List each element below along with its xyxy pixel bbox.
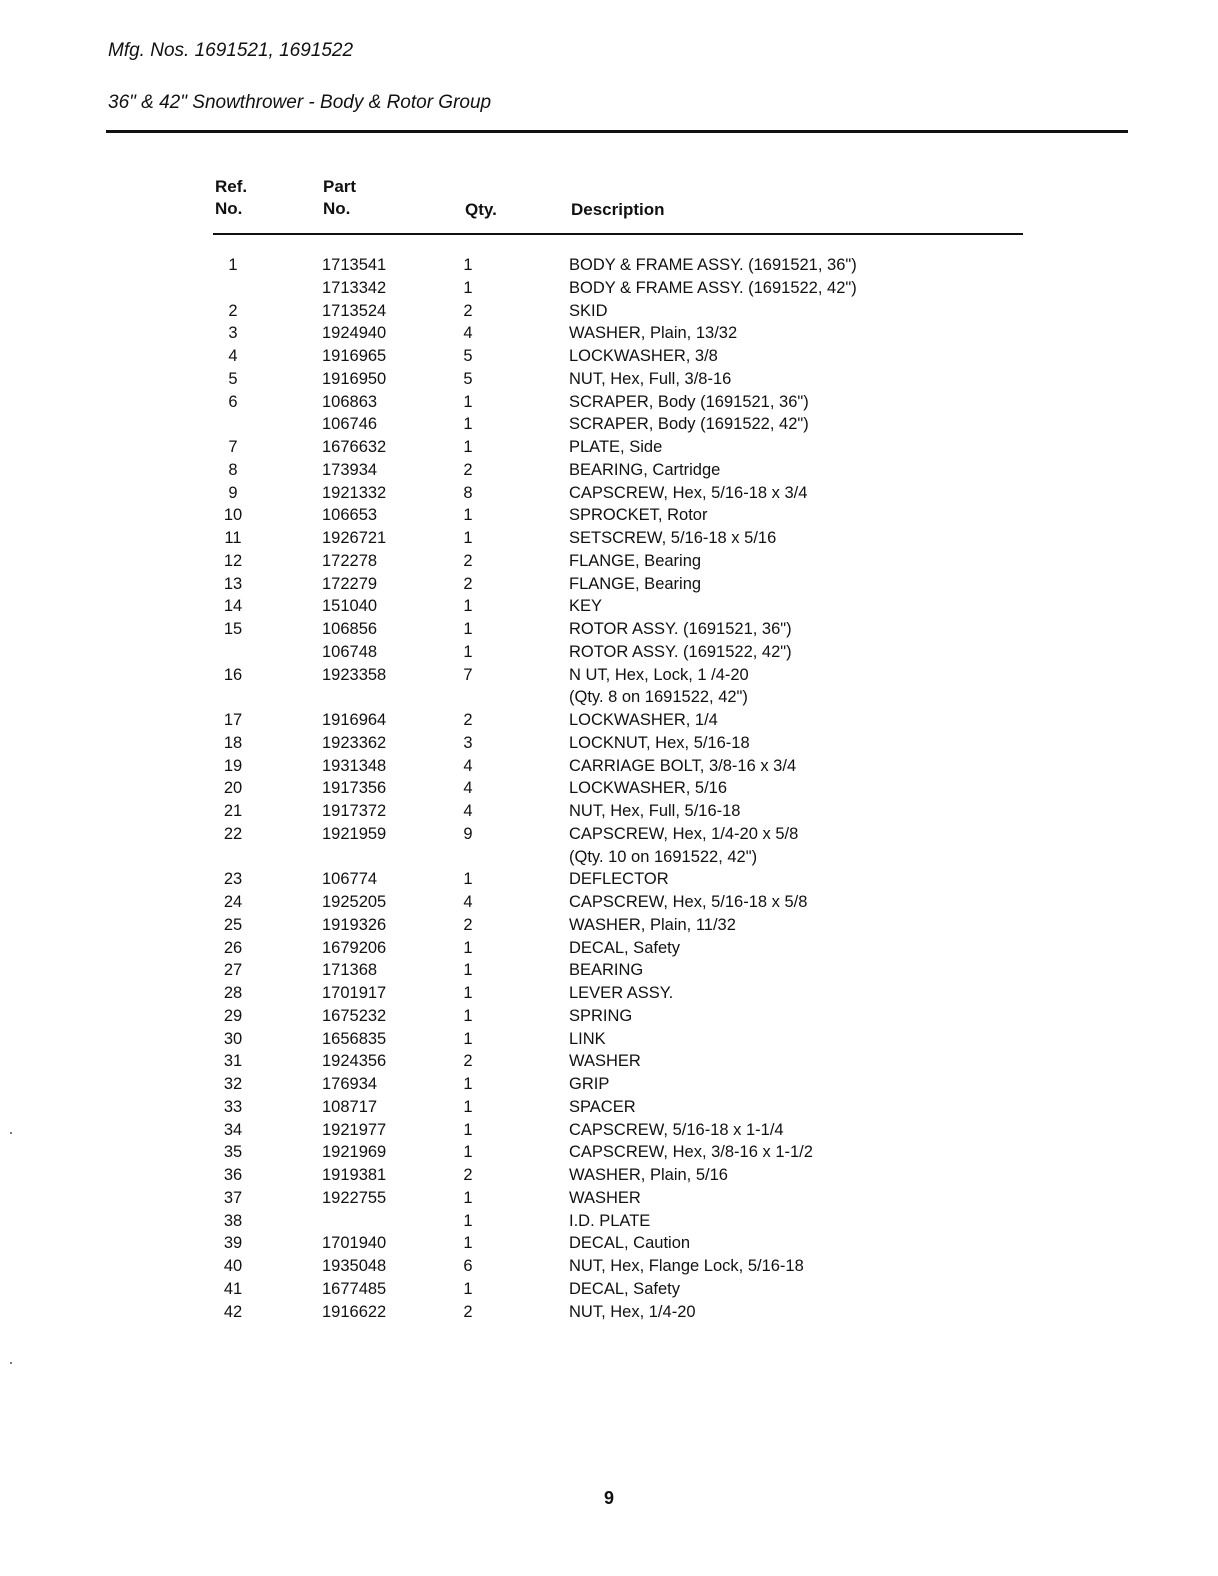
part-cell: 1921977 bbox=[322, 1120, 387, 1139]
description-cell: DECAL, Safety bbox=[569, 1279, 680, 1298]
table-row bbox=[213, 573, 1023, 596]
ref-cell: 13 bbox=[223, 574, 243, 593]
ref-cell: 27 bbox=[223, 961, 243, 980]
qty-cell: 2 bbox=[463, 301, 473, 320]
ref-cell: 28 bbox=[223, 984, 243, 1002]
ref-cell: 30 bbox=[223, 1029, 243, 1048]
ref-cell: 37 bbox=[223, 1188, 243, 1207]
ref-cell: 33 bbox=[223, 1097, 243, 1116]
description-cell: ROTOR ASSY. (1691522, 42") bbox=[569, 642, 792, 661]
table-row bbox=[213, 891, 1023, 914]
part-cell: 173934 bbox=[322, 460, 378, 479]
table-row bbox=[213, 1141, 1023, 1164]
qty-cell: 4 bbox=[463, 779, 473, 798]
ref-cell: 36 bbox=[223, 1166, 243, 1184]
qty-cell: 1 bbox=[463, 1211, 473, 1230]
table-row bbox=[213, 1278, 1023, 1301]
part-cell: 171368 bbox=[322, 961, 378, 980]
part-cell: 1921969 bbox=[322, 1143, 387, 1162]
ref-cell: 10 bbox=[223, 506, 243, 525]
part-cell: 1701940 bbox=[322, 1234, 387, 1253]
ref-cell: 2 bbox=[228, 301, 238, 320]
part-cell: 1935048 bbox=[322, 1257, 387, 1275]
part-cell: 1925205 bbox=[322, 893, 387, 911]
part-cell: 106746 bbox=[322, 415, 378, 434]
table-row bbox=[213, 436, 1023, 459]
ref-cell: 5 bbox=[228, 369, 238, 388]
description-cell: WASHER, Plain, 5/16 bbox=[569, 1166, 728, 1184]
description-cell: SKID bbox=[569, 301, 608, 320]
description-cell: WASHER bbox=[569, 1188, 641, 1207]
mfg-numbers: Mfg. Nos. 1691521, 1691522 bbox=[108, 40, 354, 61]
qty-cell: 5 bbox=[463, 347, 473, 365]
description-cell: NUT, Hex, Full, 5/16-18 bbox=[569, 802, 741, 820]
description-cell: NUT, Hex, 1/4-20 bbox=[569, 1302, 696, 1321]
ref-cell: 8 bbox=[228, 460, 238, 479]
table-row bbox=[213, 1073, 1023, 1096]
table-row bbox=[213, 550, 1023, 573]
part-no-header: Part No. bbox=[323, 177, 357, 218]
part-cell: 1677485 bbox=[322, 1279, 387, 1298]
table-row bbox=[213, 1119, 1023, 1142]
description-cell: FLANGE, Bearing bbox=[569, 574, 702, 593]
qty-cell: 1 bbox=[463, 1143, 473, 1162]
qty-cell: 1 bbox=[463, 1188, 473, 1207]
part-cell: 1931348 bbox=[322, 756, 387, 775]
part-cell: 1924356 bbox=[322, 1052, 387, 1071]
ref-cell: 34 bbox=[223, 1120, 243, 1139]
part-cell: 172279 bbox=[322, 574, 378, 593]
qty-cell: 4 bbox=[463, 756, 473, 775]
description-cell: CAPSCREW, Hex, 5/16-18 x 3/4 bbox=[569, 483, 808, 502]
qty-cell: 1 bbox=[463, 256, 473, 274]
ref-cell: 1 bbox=[228, 256, 238, 274]
description-cell: LOCKWASHER, 5/16 bbox=[569, 779, 728, 798]
qty-cell: 1 bbox=[463, 529, 473, 547]
description-cell: BEARING bbox=[569, 961, 644, 980]
part-cell: 1675232 bbox=[322, 1006, 387, 1025]
table-row bbox=[213, 709, 1023, 732]
page-number: 9 bbox=[603, 1488, 614, 1508]
ref-cell: 35 bbox=[223, 1143, 243, 1162]
qty-cell: 1 bbox=[463, 415, 473, 434]
part-cell: 1919381 bbox=[322, 1166, 387, 1184]
part-cell: 1917372 bbox=[322, 802, 387, 820]
part-cell: 1923358 bbox=[322, 665, 387, 684]
table-row bbox=[213, 1096, 1023, 1119]
part-cell: 1701917 bbox=[322, 984, 387, 1002]
part-cell: 1926721 bbox=[322, 529, 387, 547]
qty-cell: 2 bbox=[463, 1052, 473, 1071]
qty-cell: 5 bbox=[463, 369, 473, 388]
qty-cell: 2 bbox=[463, 460, 473, 479]
part-cell: 1713541 bbox=[322, 256, 387, 274]
qty-header: Qty. bbox=[465, 200, 497, 219]
table-row bbox=[213, 823, 1023, 846]
table-row bbox=[213, 1187, 1023, 1210]
part-cell: 1921959 bbox=[322, 824, 387, 843]
description-cell: DEFLECTOR bbox=[569, 870, 669, 889]
table-row bbox=[213, 504, 1023, 527]
qty-cell: 1 bbox=[463, 597, 473, 616]
qty-cell: 2 bbox=[463, 1302, 473, 1321]
ref-cell: 21 bbox=[223, 802, 243, 820]
description-cell: SPRING bbox=[569, 1006, 633, 1025]
part-cell: 106748 bbox=[322, 642, 378, 661]
qty-cell: 1 bbox=[463, 870, 473, 889]
ref-cell: 22 bbox=[223, 824, 243, 843]
ref-cell: 23 bbox=[223, 870, 243, 889]
description-cell: DECAL, Safety bbox=[569, 938, 680, 957]
parts-table-header bbox=[213, 176, 1023, 228]
ref-cell: 38 bbox=[223, 1211, 243, 1230]
table-row bbox=[213, 1164, 1023, 1187]
ref-cell: 16 bbox=[223, 665, 243, 684]
part-cell: 1713524 bbox=[322, 301, 387, 320]
description-cell: N UT, Hex, Lock, 1 /4-20 bbox=[569, 665, 749, 684]
description-cell: BODY & FRAME ASSY. (1691521, 36") bbox=[569, 256, 857, 274]
description-cell: WASHER bbox=[569, 1052, 641, 1071]
table-row bbox=[213, 641, 1023, 664]
ref-cell: 7 bbox=[228, 438, 238, 456]
ref-cell: 14 bbox=[223, 597, 243, 616]
description-cell: (Qty. 10 on 1691522, 42") bbox=[569, 847, 758, 866]
description-cell: I.D. PLATE bbox=[569, 1211, 651, 1230]
description-cell: DECAL, Caution bbox=[569, 1234, 691, 1253]
table-row bbox=[213, 300, 1023, 323]
description-cell: SETSCREW, 5/16-18 x 5/16 bbox=[569, 529, 777, 547]
table-row bbox=[213, 527, 1023, 550]
ref-cell: 24 bbox=[223, 893, 243, 911]
part-cell: 1656835 bbox=[322, 1029, 387, 1048]
part-cell: 1921332 bbox=[322, 483, 387, 502]
table-row bbox=[213, 777, 1023, 800]
parts-list bbox=[213, 254, 1023, 1323]
qty-cell: 1 bbox=[463, 278, 473, 297]
description-cell: CARRIAGE BOLT, 3/8-16 x 3/4 bbox=[569, 756, 797, 775]
description-header: Description bbox=[571, 200, 665, 219]
table-row bbox=[213, 1301, 1023, 1324]
qty-cell: 1 bbox=[463, 938, 473, 957]
qty-cell: 2 bbox=[463, 711, 473, 729]
ref-cell: 26 bbox=[223, 938, 243, 957]
ref-cell: 6 bbox=[228, 392, 238, 411]
table-row bbox=[213, 1005, 1023, 1028]
table-row bbox=[213, 959, 1023, 982]
ref-cell: 25 bbox=[223, 915, 243, 934]
description-cell: SCRAPER, Body (1691522, 42") bbox=[569, 415, 809, 434]
ref-cell: 15 bbox=[223, 620, 243, 638]
scan-speck bbox=[10, 1132, 12, 1134]
table-row bbox=[213, 914, 1023, 937]
part-cell: 1916622 bbox=[322, 1302, 387, 1321]
part-cell: 1919326 bbox=[322, 915, 387, 934]
qty-cell: 1 bbox=[463, 1279, 473, 1298]
part-cell: 1916965 bbox=[322, 347, 387, 365]
qty-cell: 1 bbox=[463, 961, 473, 980]
qty-cell: 1 bbox=[463, 1006, 473, 1025]
ref-cell: 3 bbox=[228, 324, 238, 343]
table-row bbox=[213, 982, 1023, 1005]
part-cell: 176934 bbox=[322, 1075, 378, 1093]
part-cell: 1923362 bbox=[322, 733, 387, 752]
qty-cell: 2 bbox=[463, 915, 473, 934]
section-title: 36" & 42" Snowthrower - Body & Rotor Group bbox=[108, 92, 492, 113]
table-row bbox=[213, 459, 1023, 482]
qty-cell: 3 bbox=[463, 733, 473, 752]
ref-cell: 17 bbox=[223, 711, 243, 729]
description-cell: BEARING, Cartridge bbox=[569, 460, 721, 479]
qty-cell: 1 bbox=[463, 392, 473, 411]
table-row bbox=[213, 413, 1023, 436]
table-row bbox=[213, 345, 1023, 368]
qty-cell: 6 bbox=[463, 1257, 473, 1275]
qty-cell: 2 bbox=[463, 574, 473, 593]
table-header-divider bbox=[213, 233, 1023, 235]
description-cell: CAPSCREW, Hex, 1/4-20 x 5/8 bbox=[569, 824, 799, 843]
description-cell: CAPSCREW, Hex, 5/16-18 x 5/8 bbox=[569, 893, 808, 911]
table-row bbox=[213, 1210, 1023, 1233]
part-cell: 1917356 bbox=[322, 779, 387, 798]
description-cell: LOCKWASHER, 3/8 bbox=[569, 347, 718, 365]
qty-cell: 1 bbox=[463, 1120, 473, 1139]
part-cell: 1916950 bbox=[322, 369, 387, 388]
table-row bbox=[213, 368, 1023, 391]
ref-cell: 29 bbox=[223, 1006, 243, 1025]
table-row bbox=[213, 618, 1023, 641]
table-row bbox=[213, 1028, 1023, 1051]
qty-cell: 1 bbox=[463, 1075, 473, 1093]
ref-cell: 19 bbox=[223, 756, 243, 775]
ref-cell: 18 bbox=[223, 733, 243, 752]
part-cell: 1676632 bbox=[322, 438, 387, 456]
part-cell: 172278 bbox=[322, 551, 378, 570]
qty-cell: 1 bbox=[463, 620, 473, 638]
description-cell: KEY bbox=[569, 597, 603, 616]
table-row bbox=[213, 391, 1023, 414]
table-row bbox=[213, 868, 1023, 891]
description-cell: (Qty. 8 on 1691522, 42") bbox=[569, 688, 748, 707]
part-cell: 106863 bbox=[322, 392, 378, 411]
description-cell: LOCKWASHER, 1/4 bbox=[569, 711, 718, 729]
table-row bbox=[213, 664, 1023, 687]
ref-cell: 4 bbox=[228, 347, 238, 365]
description-cell: PLATE, Side bbox=[569, 438, 663, 456]
ref-cell: 42 bbox=[223, 1302, 243, 1321]
qty-cell: 7 bbox=[463, 665, 473, 684]
table-row bbox=[213, 1232, 1023, 1255]
description-cell: WASHER, Plain, 11/32 bbox=[569, 915, 736, 934]
table-row bbox=[213, 595, 1023, 618]
qty-cell: 1 bbox=[463, 1097, 473, 1116]
table-row bbox=[213, 686, 1023, 709]
table-row bbox=[213, 800, 1023, 823]
part-cell: 106774 bbox=[322, 870, 378, 889]
qty-cell: 2 bbox=[463, 551, 473, 570]
ref-cell: 31 bbox=[223, 1052, 243, 1071]
qty-cell: 4 bbox=[463, 893, 473, 911]
ref-cell: 40 bbox=[223, 1257, 243, 1275]
ref-cell: 39 bbox=[223, 1234, 243, 1253]
table-row bbox=[213, 254, 1023, 277]
part-cell: 151040 bbox=[322, 597, 378, 616]
ref-cell: 32 bbox=[223, 1075, 243, 1093]
part-cell: 108717 bbox=[322, 1097, 378, 1116]
description-cell: CAPSCREW, 5/16-18 x 1-1/4 bbox=[569, 1120, 784, 1139]
table-row bbox=[213, 322, 1023, 345]
qty-cell: 4 bbox=[463, 324, 473, 343]
part-cell: 1713342 bbox=[322, 278, 387, 297]
table-row bbox=[213, 482, 1023, 505]
part-cell: 106653 bbox=[322, 506, 378, 525]
ref-cell: 41 bbox=[223, 1279, 243, 1298]
description-cell: GRIP bbox=[569, 1075, 610, 1093]
description-cell: NUT, Hex, Full, 3/8-16 bbox=[569, 369, 732, 388]
qty-cell: 1 bbox=[463, 506, 473, 525]
description-cell: LOCKNUT, Hex, 5/16-18 bbox=[569, 733, 750, 752]
qty-cell: 1 bbox=[463, 438, 473, 456]
header-divider bbox=[106, 130, 1128, 133]
table-row bbox=[213, 1255, 1023, 1278]
table-row bbox=[213, 277, 1023, 300]
qty-cell: 1 bbox=[463, 984, 473, 1002]
ref-cell: 20 bbox=[223, 779, 243, 798]
scan-speck bbox=[10, 1362, 12, 1364]
description-cell: FLANGE, Bearing bbox=[569, 551, 702, 570]
description-cell: ROTOR ASSY. (1691521, 36") bbox=[569, 620, 792, 638]
description-cell: SPACER bbox=[569, 1097, 636, 1116]
qty-cell: 1 bbox=[463, 1234, 473, 1253]
part-cell: 1916964 bbox=[322, 711, 387, 729]
ref-cell: 9 bbox=[228, 483, 238, 502]
description-cell: LEVER ASSY. bbox=[569, 984, 674, 1002]
qty-cell: 1 bbox=[463, 1029, 473, 1048]
table-row bbox=[213, 937, 1023, 960]
description-cell: SCRAPER, Body (1691521, 36") bbox=[569, 392, 809, 411]
table-row bbox=[213, 732, 1023, 755]
part-cell: 1922755 bbox=[322, 1188, 387, 1207]
part-cell: 106856 bbox=[322, 620, 378, 638]
description-cell: WASHER, Plain, 13/32 bbox=[569, 324, 738, 343]
description-cell: BODY & FRAME ASSY. (1691522, 42") bbox=[569, 278, 857, 297]
part-cell: 1679206 bbox=[322, 938, 387, 957]
qty-cell: 8 bbox=[463, 483, 473, 502]
ref-cell: 12 bbox=[223, 551, 243, 570]
table-row bbox=[213, 846, 1023, 869]
description-cell: SPROCKET, Rotor bbox=[569, 506, 708, 525]
qty-cell: 4 bbox=[463, 802, 473, 820]
description-cell: NUT, Hex, Flange Lock, 5/16-18 bbox=[569, 1257, 804, 1275]
description-cell: LINK bbox=[569, 1029, 606, 1048]
description-cell: CAPSCREW, Hex, 3/8-16 x 1-1/2 bbox=[569, 1143, 813, 1162]
ref-no-header: Ref. No. bbox=[215, 177, 248, 218]
qty-cell: 1 bbox=[463, 642, 473, 661]
table-row bbox=[213, 755, 1023, 778]
part-cell: 1924940 bbox=[322, 324, 387, 343]
table-row bbox=[213, 1050, 1023, 1073]
qty-cell: 9 bbox=[463, 824, 473, 843]
ref-cell: 11 bbox=[224, 529, 242, 547]
qty-cell: 2 bbox=[463, 1166, 473, 1184]
